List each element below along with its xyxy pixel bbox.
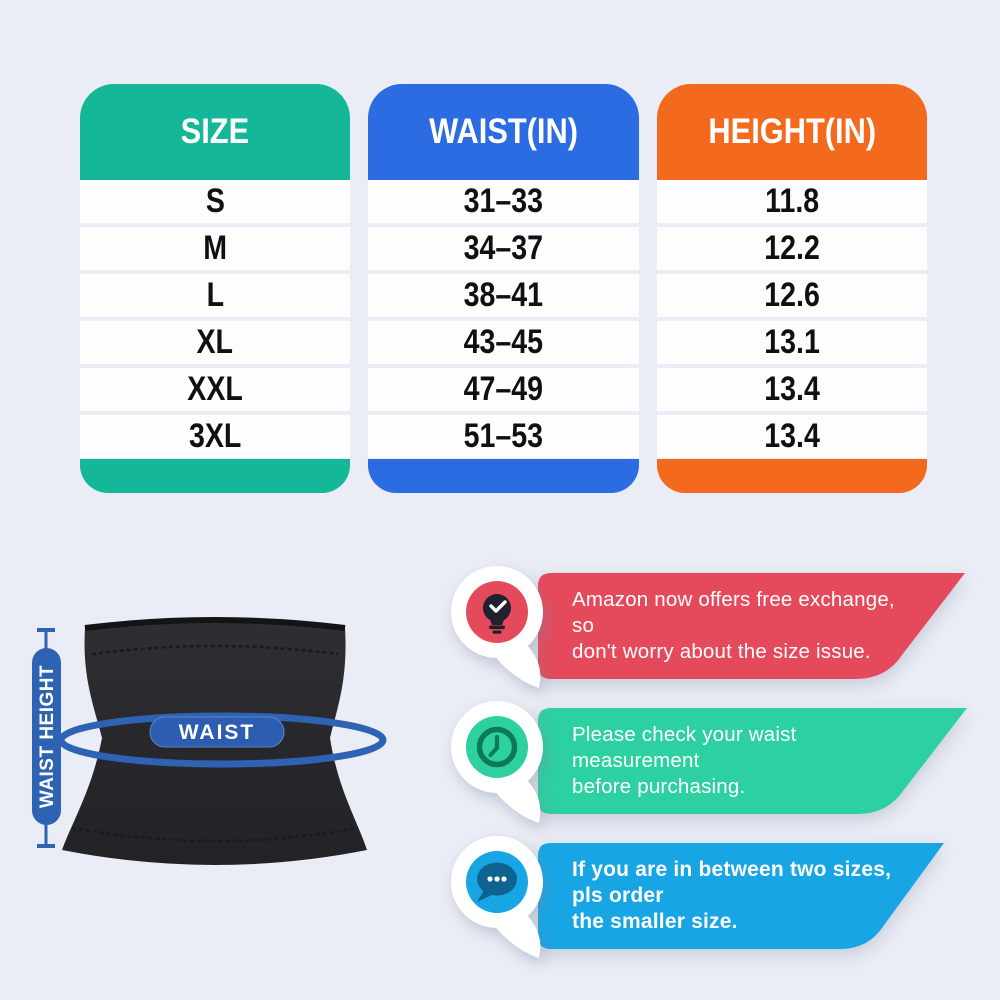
table-cell-waist bbox=[368, 321, 639, 364]
column-header-waist bbox=[368, 84, 639, 180]
table-cell-value: 51–53 bbox=[463, 417, 544, 455]
tip-line: Amazon now offers free exchange, so bbox=[572, 588, 895, 637]
table-cell-value: 11.8 bbox=[764, 182, 820, 220]
table-cell-height bbox=[657, 180, 927, 223]
footer-bar-height bbox=[657, 459, 927, 493]
column-header-size bbox=[80, 84, 350, 180]
column-header-height-label: HEIGHT(IN) bbox=[708, 112, 876, 151]
table-cell-height bbox=[657, 321, 927, 364]
table-cell-size bbox=[80, 227, 350, 270]
tip-line: before purchasing. bbox=[572, 775, 746, 798]
lightbulb-check-icon bbox=[440, 558, 560, 693]
waist-height-pill bbox=[32, 648, 61, 825]
table-cell-value: L bbox=[206, 276, 224, 314]
table-cell-waist bbox=[368, 274, 639, 317]
column-header-waist-label: WAIST(IN) bbox=[429, 112, 578, 151]
table-cell-value: 13.1 bbox=[764, 323, 820, 361]
table-cell-height bbox=[657, 227, 927, 270]
table-cell-value: XXL bbox=[187, 370, 243, 408]
tip-line: the smaller size. bbox=[572, 910, 738, 933]
tip-text bbox=[572, 708, 902, 814]
table-cell-size bbox=[80, 368, 350, 411]
footer-bar-size bbox=[80, 459, 350, 493]
tip-banner-check-measurement bbox=[440, 693, 985, 833]
table-cell-value: 34–37 bbox=[463, 229, 544, 267]
table-cell-size bbox=[80, 274, 350, 317]
table-cell-value: M bbox=[203, 229, 227, 267]
table-cell-size bbox=[80, 180, 350, 223]
size-table-footer bbox=[80, 459, 928, 493]
table-cell-value: 3XL bbox=[188, 417, 242, 455]
table-cell-height bbox=[657, 274, 927, 317]
tip-text bbox=[572, 573, 902, 679]
table-cell-value: 31–33 bbox=[463, 182, 544, 220]
table-cell-size bbox=[80, 415, 350, 458]
size-table-header bbox=[80, 84, 928, 180]
table-cell-value: 12.2 bbox=[764, 229, 820, 267]
column-header-height bbox=[657, 84, 927, 180]
size-table bbox=[80, 84, 928, 493]
waist-pill bbox=[150, 717, 284, 747]
table-cell-waist bbox=[368, 227, 639, 270]
table-cell-value: 47–49 bbox=[463, 370, 544, 408]
tip-line: If you are in between two sizes, pls order bbox=[572, 858, 892, 907]
waist-label: WAIST bbox=[178, 721, 256, 744]
footer-bar-waist bbox=[368, 459, 639, 493]
column-header-size-label: SIZE bbox=[180, 112, 250, 151]
tip-banner-free-exchange bbox=[440, 558, 985, 698]
table-cell-value: 43–45 bbox=[463, 323, 544, 361]
table-cell-value: S bbox=[205, 182, 225, 220]
tip-line: Please check your waist measurement bbox=[572, 723, 797, 772]
waist-trainer-illustration bbox=[20, 588, 420, 888]
table-cell-value: 13.4 bbox=[764, 370, 820, 408]
size-table-body bbox=[80, 180, 928, 458]
table-cell-waist bbox=[368, 415, 639, 458]
table-cell-waist bbox=[368, 180, 639, 223]
waist-trainer-diagram bbox=[20, 588, 420, 888]
tip-banner-between-sizes bbox=[440, 828, 985, 968]
tip-text bbox=[572, 843, 902, 949]
table-cell-value: 12.6 bbox=[764, 276, 820, 314]
table-cell-waist bbox=[368, 368, 639, 411]
waist-height-label: WAIST HEIGHT bbox=[37, 664, 58, 809]
table-cell-height bbox=[657, 415, 927, 458]
chat-dots-icon bbox=[440, 828, 560, 963]
table-cell-height bbox=[657, 368, 927, 411]
table-cell-value: XL bbox=[196, 323, 234, 361]
tip-line: don't worry about the size issue. bbox=[572, 640, 871, 663]
clock-icon bbox=[440, 693, 560, 828]
table-cell-size bbox=[80, 321, 350, 364]
table-cell-value: 38–41 bbox=[463, 276, 544, 314]
table-cell-value: 13.4 bbox=[764, 417, 820, 455]
